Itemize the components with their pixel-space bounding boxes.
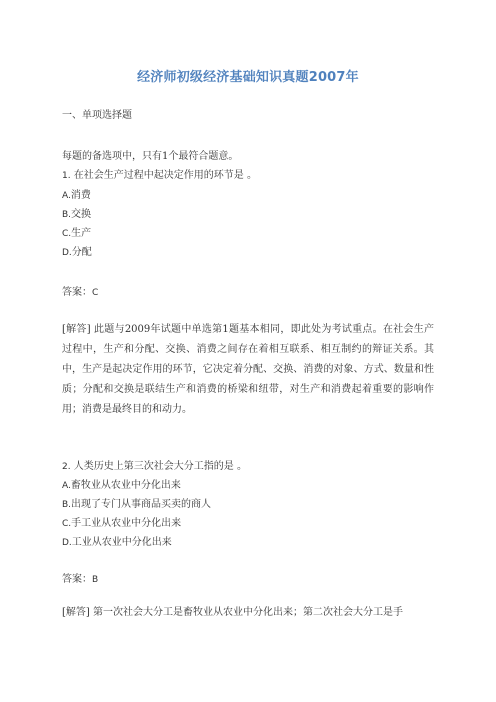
question-number: 1. <box>62 171 71 181</box>
option-c <box>62 227 91 241</box>
option-b <box>62 498 211 512</box>
explanation-2: [解答] 第一次社会大分工是畜牧业从农业中分化出来；第二次社会大分工是手 <box>62 607 403 618</box>
option-text: 工业从农业中分化出来 <box>71 537 172 548</box>
option-text: 交换 <box>71 209 92 220</box>
option-letter: B. <box>62 210 72 220</box>
option-letter: D. <box>62 538 72 548</box>
option-letter: D. <box>62 248 72 258</box>
option-a <box>62 189 91 203</box>
answer-2 <box>62 573 98 587</box>
option-text: 出现了专门从事商品买卖的商人 <box>71 499 212 510</box>
option-a <box>62 479 181 493</box>
answer-1 <box>62 286 98 300</box>
answer-value: C <box>92 288 99 298</box>
question-2 <box>62 460 247 474</box>
explanation-1: [解答] 此题与2009年试题中单选第1题基本相同，即此处为考试重点。在社会生产过程中，生产和分配、交换、消费之间存在着相互联系、相互制约的辩证关系。其中，生产是起决定作用的环节，它决定着分配、交换、消费的对象、方式、数量和性质；分配和交换是联结生产和消费的桥梁和纽带，对生产和消费起着重要的影响作用；消费是最终目的和动力。 <box>62 324 434 415</box>
question-number: 2. <box>62 462 71 472</box>
section-heading: 一、单项选择题 <box>62 110 132 121</box>
option-c <box>62 517 181 531</box>
option-text: 生产 <box>71 228 92 239</box>
option-d <box>62 246 92 260</box>
document-title: 经济师初级经济基础知识真题2007年 <box>137 70 359 85</box>
option-letter: A. <box>62 481 71 491</box>
option-letter: A. <box>62 191 71 201</box>
question-1 <box>62 169 257 183</box>
option-letter: C. <box>62 229 72 239</box>
option-text: 畜牧业从农业中分化出来 <box>70 480 181 491</box>
option-text: 手工业从农业中分化出来 <box>71 518 182 529</box>
option-letter: B. <box>62 500 72 510</box>
question-stem: 人类历史上第三次社会大分工指的是 。 <box>73 461 247 472</box>
option-text: 消费 <box>70 190 91 201</box>
answer-label: 答案： <box>62 287 92 298</box>
answer-label: 答案： <box>62 574 92 585</box>
option-b <box>62 208 91 222</box>
instructions-text: 每题的备选项中，只有1个最符合题意。 <box>62 151 239 162</box>
answer-value: B <box>92 575 99 585</box>
option-text: 分配 <box>71 247 92 258</box>
question-stem: 在社会生产过程中起决定作用的环节是 。 <box>73 170 257 181</box>
option-d <box>62 536 172 550</box>
option-letter: C. <box>62 519 72 529</box>
